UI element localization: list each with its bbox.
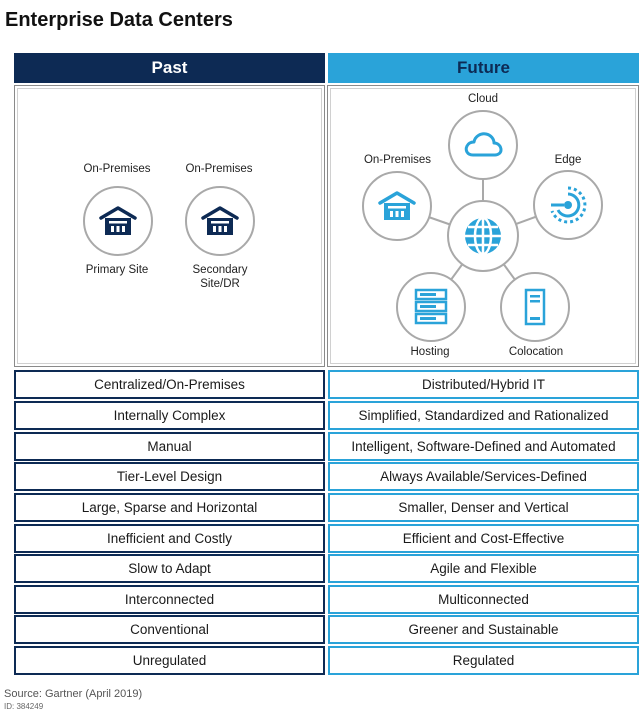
future-row: Simplified, Standardized and Rationalized [328,401,639,430]
future-row: Distributed/Hybrid IT [328,370,639,399]
future-header: Future [328,53,639,83]
server-tower-icon [524,288,546,326]
past-row: Centralized/On-Premises [14,370,325,399]
hosting-circle [396,272,466,342]
edge-radar-icon [547,184,589,226]
past-row: Tier-Level Design [14,462,325,491]
future-row: Intelligent, Software-Defined and Automated [328,432,639,461]
future-row: Greener and Sustainable [328,615,639,644]
globe-icon [462,215,504,257]
source-note: Source: Gartner (April 2019) [4,688,143,700]
edge-label: Edge [554,154,582,166]
future-row: Agile and Flexible [328,554,639,583]
server-rack-icon [414,288,448,326]
primary-site-top-label: On-Premises [83,163,151,175]
past-header: Past [14,53,325,83]
on-premises-label: On-Premises [363,154,432,166]
document-id: ID: 384249 [4,702,44,711]
warehouse-icon [378,190,416,222]
past-row: Conventional [14,615,325,644]
past-row: Inefficient and Costly [14,524,325,553]
colocation-label: Colocation [508,346,564,358]
future-row: Efficient and Cost-Effective [328,524,639,553]
page-title: Enterprise Data Centers [5,9,233,31]
secondary-site-bottom-label: Secondary Site/DR [192,264,248,290]
past-row: Interconnected [14,585,325,614]
edge-circle [533,170,603,240]
past-row: Unregulated [14,646,325,675]
past-row: Large, Sparse and Horizontal [14,493,325,522]
cloud-circle [448,110,518,180]
hub-globe-circle [447,200,519,272]
secondary-site-top-label: On-Premises [185,163,253,175]
cloud-label: Cloud [467,93,499,105]
future-row: Regulated [328,646,639,675]
future-row: Always Available/Services-Defined [328,462,639,491]
primary-site-bottom-label: Primary Site [85,264,149,276]
past-row: Slow to Adapt [14,554,325,583]
colocation-circle [500,272,570,342]
cloud-icon [463,131,503,159]
hosting-label: Hosting [410,346,450,358]
past-row: Manual [14,432,325,461]
future-row: Smaller, Denser and Vertical [328,493,639,522]
on-premises-circle [362,171,432,241]
future-row: Multiconnected [328,585,639,614]
past-row: Internally Complex [14,401,325,430]
